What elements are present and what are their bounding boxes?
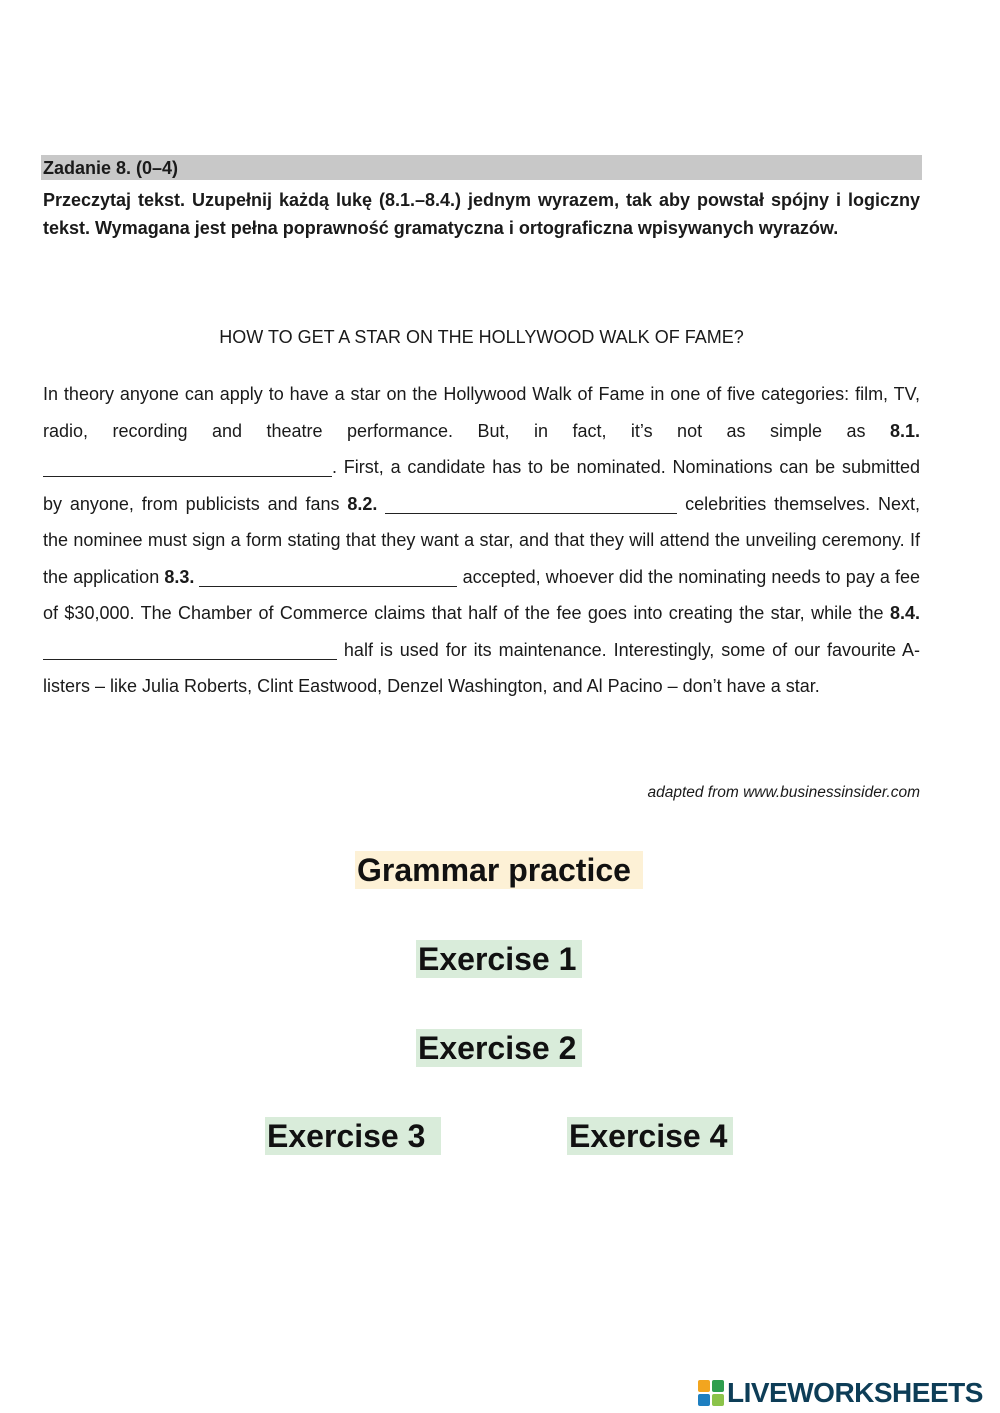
logo-tile: [712, 1380, 724, 1392]
logo-tile: [698, 1394, 710, 1406]
gap-input-8-4[interactable]: [43, 640, 337, 660]
exercise-1-link[interactable]: Exercise 1: [416, 940, 582, 978]
task-instructions: Przeczytaj tekst. Uzupełnij każdą lukę (8.1.–8.4.) jednym wyrazem, tak aby powstał spójny i logiczny tekst. Wymagana jest pełna poprawność gramatyczna i ortograficzna wpisywanych wyrazów.: [43, 190, 920, 238]
liveworksheets-icon: [698, 1380, 724, 1406]
article-title: HOW TO GET A STAR ON THE HOLLYWOOD WALK OF FAME?: [219, 327, 744, 347]
gap-label-8-4: 8.4.: [889, 603, 920, 623]
gap-label-8-1: 8.1.: [889, 420, 920, 441]
task-header: Zadanie 8. (0–4): [41, 155, 922, 180]
article-body: [43, 376, 920, 705]
liveworksheets-logo: [698, 1378, 983, 1408]
gap-input-8-1[interactable]: [43, 457, 332, 477]
logo-tile: [698, 1380, 710, 1392]
gap-label-8-2: 8.2.: [347, 493, 378, 514]
gap-input-8-3[interactable]: [199, 567, 457, 587]
article-segment: . First, a candidate has to be nominated. Nominations can be submitted by anyone, from publicists and fans: [43, 457, 920, 514]
gap-label-8-3: 8.3.: [164, 566, 195, 587]
article-segment: celebrities themselves. Next, the nominee must sign a form stating that they want a star, and that they will attend the unveiling ceremony. If the application: [43, 493, 920, 587]
article-segment: half is used for its maintenance. Interestingly, some of our favourite A-listers – like Julia Roberts, Clint Eastwood, Denzel Washington, and Al Pacino – don’t have a star.: [43, 639, 920, 696]
logo-tile: [712, 1394, 724, 1406]
grammar-practice-heading: Grammar practice: [355, 851, 643, 889]
exercise-2-link[interactable]: Exercise 2: [416, 1029, 582, 1067]
source-credit: adapted from www.businessinsider.com: [647, 784, 920, 801]
exercise-3-link[interactable]: Exercise 3: [265, 1117, 441, 1155]
exercise-4-link[interactable]: Exercise 4: [567, 1117, 733, 1155]
article-segment: accepted, whoever did the nominating needs to pay a fee of $30,000. The Chamber of Commerce claims that half of the fee goes into creating the star, while the: [43, 566, 920, 623]
liveworksheets-wordmark: LIVEWORKSHEETS: [727, 1377, 983, 1408]
article-segment: In theory anyone can apply to have a star on the Hollywood Walk of Fame in one of five categories: film, TV, radio, recording and theatre performance. But, in fact, it’s not as simple as: [43, 384, 920, 441]
gap-input-8-2[interactable]: [385, 494, 677, 514]
